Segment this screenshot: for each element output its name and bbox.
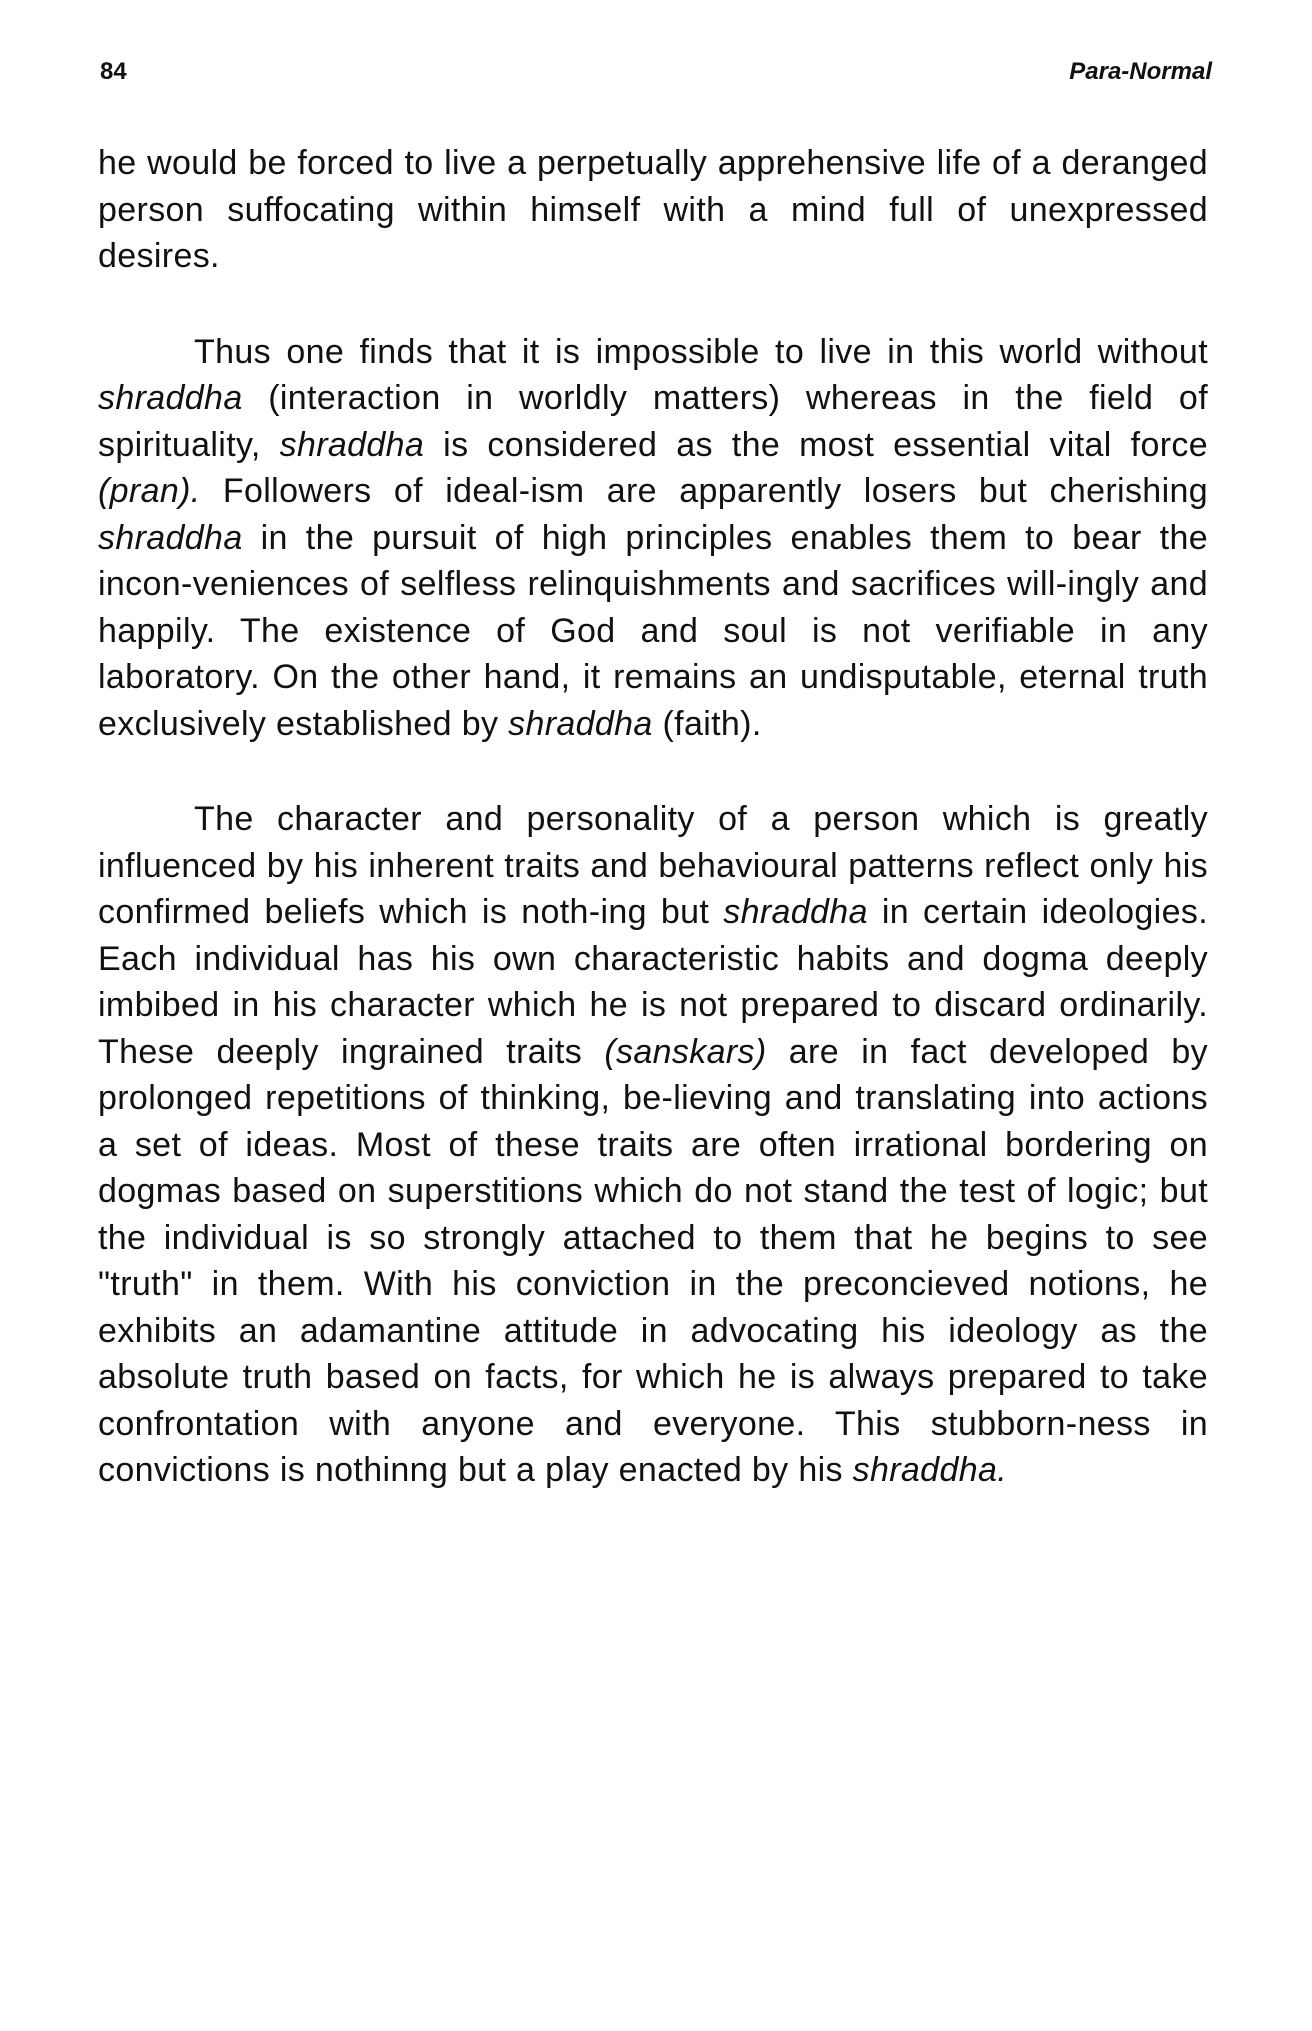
italic-term: shraddha xyxy=(98,518,243,557)
text-segment: in certain ideologies. Each individual has his own characteristic habits and dogma deeply imbibed in his character which he is not prepared to discard ordinarily. These deeply ingrained traits xyxy=(98,893,1208,1071)
paragraph-3 xyxy=(98,796,1208,1494)
text-segment: in the pursuit of high principles enables them to bear the incon-veniences of selfless relinquishments and sacrifices will-ingly and happily. The existence of God and soul is not verifiable in any laboratory. On the other hand, it remains an undisputable, eternal truth exclusively established by xyxy=(98,518,1208,743)
text-segment: Thus one finds that it is impossible to live in this world without xyxy=(194,332,1208,371)
paragraph-2 xyxy=(98,329,1208,748)
page-header xyxy=(100,58,1212,98)
italic-term: (pran). xyxy=(98,472,201,510)
italic-term: shraddha xyxy=(279,425,425,464)
text-segment: is considered as the most essential vital force xyxy=(424,425,1208,464)
text-segment: he would be forced to live a perpetually apprehensive life of a deranged person suffocating within himself with a mind full of unexpressed desires. xyxy=(98,144,1208,275)
italic-term: shraddha xyxy=(98,379,243,417)
italic-term: shraddha xyxy=(723,893,868,931)
italic-term: shraddha xyxy=(508,704,653,743)
page-number: 84 xyxy=(100,58,127,85)
text-segment: (faith). xyxy=(652,704,762,743)
text-segment: The character and personality of a person which is greatly influenced by his inherent traits and behavioural patterns reflect only his confirmed beliefs which is noth-ing but xyxy=(98,800,1208,931)
running-title: Para-Normal xyxy=(1069,58,1212,85)
text-segment: Followers of ideal-ism are apparently losers but cherishing xyxy=(200,472,1208,510)
italic-term: shraddha. xyxy=(852,1451,1008,1489)
italic-term: (sanskars) xyxy=(604,1032,767,1071)
paragraph-1 xyxy=(98,140,1208,280)
text-segment: (interaction in worldly matters) whereas in the field of spirituality, xyxy=(98,379,1208,464)
body-text xyxy=(98,140,1208,1494)
text-segment: are in fact developed by prolonged repetitions of thinking, be-lieving and translating into actions a set of ideas. Most of these traits are often irrational bordering on dogmas based on superstitions which do not stand the test of logic; but the individual is so strongly attached to them that he begins to see "truth" in them. With his conviction in the preconcieved notions, he exhibits an adamantine attitude in advocating his ideology as the absolute truth based on facts, for which he is always prepared to take confrontation with anyone and everyone. This stubborn-ness in convictions is nothinng but a play enacted by his xyxy=(98,1032,1208,1489)
